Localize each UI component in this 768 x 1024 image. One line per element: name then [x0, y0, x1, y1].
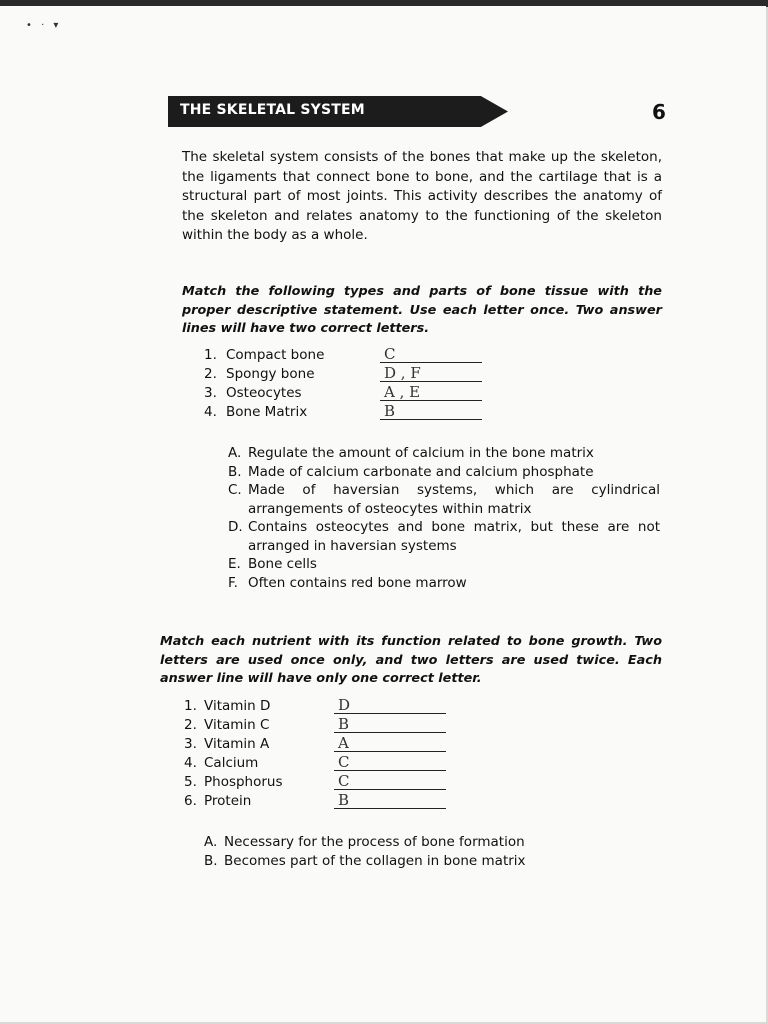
item-term: Vitamin A: [204, 736, 270, 752]
match-row: [204, 366, 504, 385]
option-text: Made of haversian systems, which are cylindrical arrangements of osteocytes within matrix: [248, 482, 660, 517]
answer-line[interactable]: C: [334, 774, 446, 790]
item-term: Vitamin C: [204, 717, 270, 733]
answer-line[interactable]: A , E: [380, 385, 482, 401]
match-row: [204, 347, 504, 366]
section2-match-list: [184, 698, 484, 812]
chapter-header-banner: [168, 96, 508, 127]
item-number: 1.: [204, 347, 217, 363]
option-text: Contains osteocytes and bone matrix, but these are not arranged in haversian systems: [248, 519, 660, 554]
item-term: Bone Matrix: [226, 404, 308, 420]
answer-line[interactable]: D , F: [380, 366, 482, 382]
answer-line[interactable]: B: [334, 717, 446, 733]
item-number: 3.: [204, 385, 217, 401]
chapter-number: 6: [652, 100, 666, 124]
item-term: Vitamin D: [204, 698, 271, 714]
option-letter: E.: [228, 556, 241, 572]
option-text: Necessary for the process of bone formation: [224, 834, 525, 850]
item-number: 6.: [184, 793, 197, 809]
intro-paragraph: The skeletal system consists of the bones that make up the skeleton, the ligaments that connect bone to bone, and the cartilage that is a structural part of most joints. This activity describes the anatomy of the skeleton and relates anatomy to the functioning of the skeleton within the body as a whole.: [182, 149, 662, 243]
answer-line[interactable]: C: [380, 347, 482, 363]
option-letter: D.: [228, 519, 243, 535]
option-letter: C.: [228, 482, 242, 498]
match-row: [184, 774, 484, 793]
chapter-title: THE SKELETAL SYSTEM: [180, 102, 365, 118]
match-row: [184, 793, 484, 812]
option-item: [204, 833, 564, 852]
section2-instructions: Match each nutrient with its function related to bone growth. Two letters are used once only, and two letters are used twice. Each answer line will have only one correct letter.: [160, 634, 662, 686]
answer-line[interactable]: B: [334, 793, 446, 809]
item-number: 2.: [184, 717, 197, 733]
item-number: 3.: [184, 736, 197, 752]
option-letter: F.: [228, 574, 238, 591]
item-number: 2.: [204, 366, 217, 382]
option-item: [228, 518, 660, 555]
match-row: [204, 404, 504, 423]
match-row: [184, 755, 484, 774]
option-item: [228, 555, 660, 574]
option-letter: B.: [228, 463, 242, 480]
match-row: [184, 736, 484, 755]
section2-options: [204, 833, 564, 870]
item-term: Osteocytes: [226, 385, 302, 401]
section1-options: [228, 444, 660, 592]
section1-instructions: Match the following types and parts of bone tissue with the proper descriptive statement. Use each letter once. Two answer lines will have two correct letters.: [182, 284, 662, 336]
option-item: [204, 852, 564, 871]
option-item: [228, 574, 660, 593]
option-text: Becomes part of the collagen in bone matrix: [224, 852, 526, 869]
item-term: Compact bone: [226, 347, 325, 363]
answer-line[interactable]: B: [380, 404, 482, 420]
option-text: Often contains red bone marrow: [248, 574, 467, 591]
answer-line[interactable]: D: [334, 698, 446, 714]
option-item: [228, 463, 660, 482]
item-number: 1.: [184, 698, 197, 714]
match-row: [184, 717, 484, 736]
option-letter: B.: [204, 852, 218, 869]
item-term: Protein: [204, 793, 252, 809]
section1-match-list: [204, 347, 504, 423]
option-text: Bone cells: [248, 556, 317, 572]
answer-line[interactable]: A: [334, 736, 446, 752]
item-number: 5.: [184, 774, 197, 790]
option-item: [228, 444, 660, 463]
item-number: 4.: [204, 404, 217, 420]
scan-specks: • · ▾: [26, 20, 62, 31]
answer-line[interactable]: C: [334, 755, 446, 771]
match-row: [184, 698, 484, 717]
option-text: Regulate the amount of calcium in the bone matrix: [248, 445, 594, 461]
option-item: [228, 481, 660, 518]
option-letter: A.: [228, 445, 242, 461]
option-letter: A.: [204, 834, 218, 850]
item-term: Spongy bone: [226, 366, 315, 382]
match-row: [204, 385, 504, 404]
item-term: Calcium: [204, 755, 259, 771]
option-text: Made of calcium carbonate and calcium phosphate: [248, 463, 594, 480]
item-number: 4.: [184, 755, 197, 771]
item-term: Phosphorus: [204, 774, 283, 790]
